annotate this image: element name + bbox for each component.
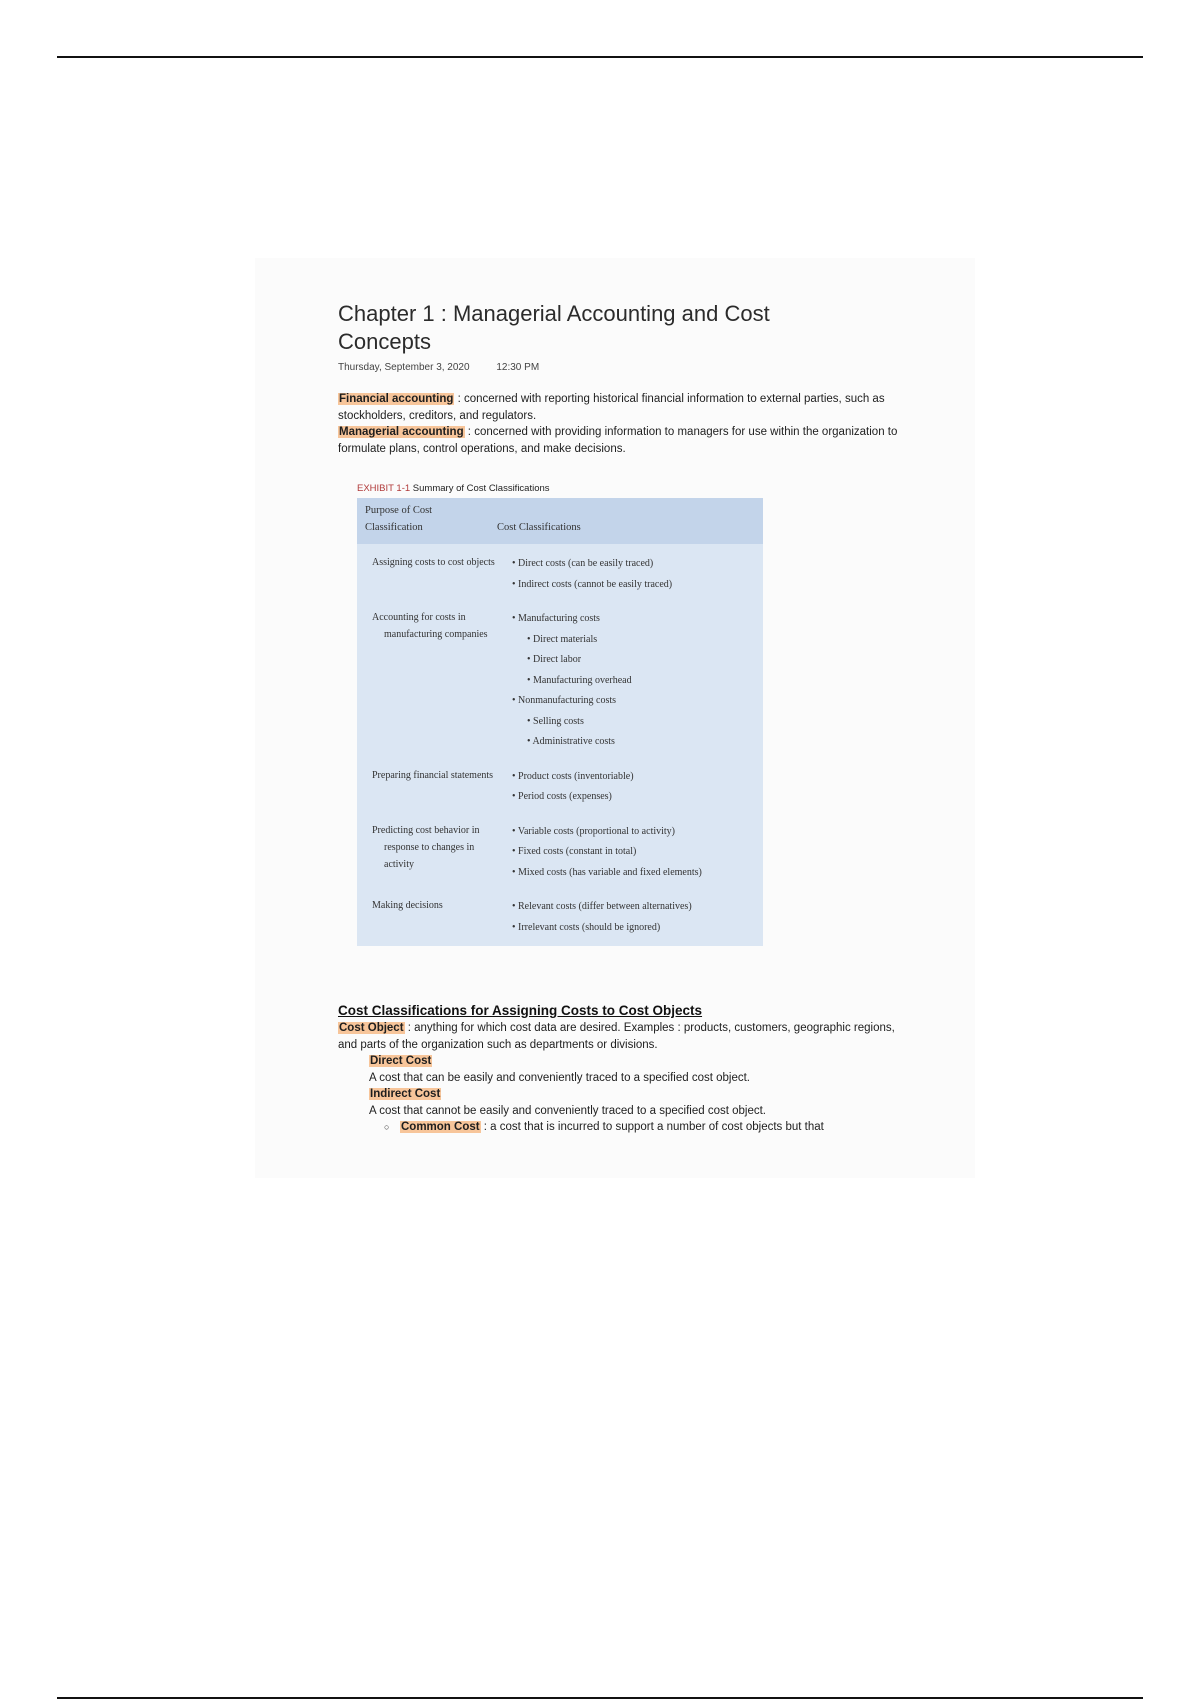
header-classifications: Cost Classifications — [497, 522, 581, 533]
row-purpose-text: Making decisions — [372, 900, 443, 911]
table-row — [357, 544, 763, 595]
list-item: • Variable costs (proportional to activity) — [512, 822, 702, 843]
definition-text: A cost that can be easily and conveniently traced to a specified cost object. — [369, 1071, 751, 1084]
table-row — [357, 595, 763, 753]
list-item: • Administrative costs — [512, 732, 632, 753]
list-item: • Irrelevant costs (should be ignored) — [512, 918, 692, 939]
term-highlight: Cost Object — [339, 1022, 404, 1034]
term-highlight: Direct Cost — [370, 1055, 432, 1067]
definition-financial-accounting — [338, 391, 898, 424]
definition-text: : anything for which cost data are desired. Examples : products, customers, geographic regions, and parts of the organization such as departments or divisions. — [338, 1022, 895, 1051]
document-meta — [338, 362, 898, 373]
list-item: • Indirect costs (cannot be easily traced) — [512, 575, 672, 596]
list-item: • Product costs (inventoriable) — [512, 767, 634, 788]
row-purpose — [357, 609, 498, 753]
document-time: 12:30 PM — [496, 362, 540, 373]
header-purpose: Purpose of Cost Classification — [365, 505, 433, 533]
cost-objects-section — [338, 1002, 898, 1136]
definition-text: : concerned with reporting historical financial information to external parties, such as stockholders, creditors, and regulators. — [338, 393, 885, 422]
document-date: Thursday, September 3, 2020 — [338, 362, 470, 373]
section-heading: Cost Classifications for Assigning Costs to Cost Objects — [338, 1003, 703, 1018]
definition-common-cost — [338, 1119, 898, 1136]
row-purpose-text: Assigning costs to cost objects — [372, 557, 495, 568]
row-items — [498, 609, 632, 753]
list-item: • Direct materials — [512, 630, 632, 651]
definition-text: A cost that cannot be easily and conveniently traced to a specified cost object. — [369, 1104, 766, 1117]
row-items — [498, 554, 672, 595]
list-item: • Mixed costs (has variable and fixed elements) — [512, 863, 702, 884]
row-purpose — [357, 554, 498, 595]
list-item: • Nonmanufacturing costs — [512, 691, 632, 712]
note-content — [338, 300, 898, 1136]
definition-managerial-accounting — [338, 424, 898, 457]
row-items — [498, 767, 634, 808]
term-highlight: Financial accounting — [339, 393, 454, 405]
list-item: • Period costs (expenses) — [512, 787, 634, 808]
list-item: • Manufacturing overhead — [512, 671, 632, 692]
list-item: • Relevant costs (differ between alternatives) — [512, 897, 692, 918]
definition-indirect-cost — [338, 1086, 898, 1119]
row-purpose-text: Accounting for costs in manufacturing companies — [372, 612, 488, 640]
row-purpose-text: Preparing financial statements — [372, 769, 494, 781]
list-item: • Direct costs (can be easily traced) — [512, 554, 672, 575]
row-purpose — [357, 767, 498, 808]
document-title: Chapter 1 : Managerial Accounting and Cost Concepts — [338, 301, 770, 354]
exhibit-label: EXHIBIT 1-1 — [357, 483, 411, 494]
table-header — [357, 498, 763, 544]
term-highlight: Managerial accounting — [339, 426, 464, 438]
hollow-bullet-icon: ○ — [384, 1122, 390, 1132]
top-rule — [57, 56, 1143, 58]
exhibit-figure — [357, 483, 898, 946]
term-highlight: Common Cost — [401, 1121, 480, 1133]
list-item: • Fixed costs (constant in total) — [512, 842, 702, 863]
term-highlight: Indirect Cost — [370, 1088, 441, 1100]
list-item: • Manufacturing costs — [512, 609, 632, 630]
definition-cost-object — [338, 1020, 898, 1053]
definition-text: : concerned with providing information to managers for use within the organization to formulate plans, control operations, and make decisions. — [338, 426, 898, 455]
row-purpose-text: Predicting cost behavior in response to changes in activity — [372, 824, 480, 870]
row-purpose — [357, 822, 498, 884]
intro-definitions — [338, 391, 898, 457]
exhibit-caption-text: Summary of Cost Classifications — [410, 483, 550, 494]
row-purpose — [357, 897, 498, 938]
definition-text: : a cost that is incurred to support a number of cost objects but that — [480, 1121, 824, 1133]
exhibit-caption — [357, 483, 898, 494]
table-row — [357, 883, 763, 946]
row-items — [498, 822, 702, 884]
bottom-rule — [57, 1697, 1143, 1699]
table-row — [357, 753, 763, 808]
list-item: • Direct labor — [512, 650, 632, 671]
definition-direct-cost — [338, 1053, 898, 1086]
table-row — [357, 808, 763, 884]
cost-classification-table — [357, 498, 763, 946]
row-items — [498, 897, 692, 938]
list-item: • Selling costs — [512, 712, 632, 733]
